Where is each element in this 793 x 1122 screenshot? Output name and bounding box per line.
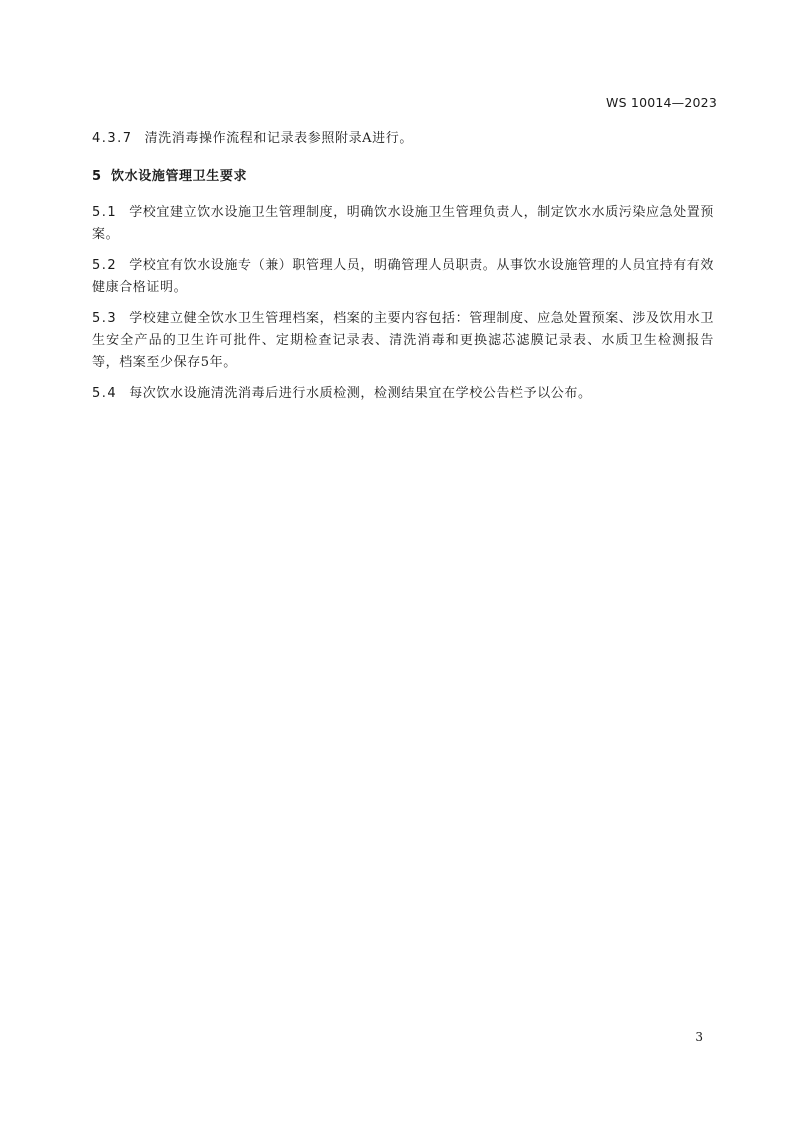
section-number: 5 xyxy=(92,169,102,184)
document-body xyxy=(92,128,714,414)
clause-5-3 xyxy=(92,308,714,374)
clause-number: 4.3.7 xyxy=(92,131,133,146)
clause-number: 5.1 xyxy=(92,205,118,220)
clause-5-1 xyxy=(92,202,714,246)
section-heading xyxy=(92,166,714,188)
clause-4-3-7 xyxy=(92,128,714,150)
clause-5-2 xyxy=(92,255,714,299)
clause-number: 5.2 xyxy=(92,258,118,273)
section-title: 饮水设施管理卫生要求 xyxy=(111,169,248,184)
clause-text: 清洗消毒操作流程和记录表参照附录A进行。 xyxy=(144,131,413,146)
clause-5-4 xyxy=(92,383,714,405)
page-number: 3 xyxy=(695,1030,703,1044)
clause-number: 5.3 xyxy=(92,311,118,326)
clause-text: 学校建立健全饮水卫生管理档案，档案的主要内容包括：管理制度、应急处置预案、涉及饮用水卫生安全产品的卫生许可批件、定期检查记录表、清洗消毒和更换滤芯滤膜记录表、水质卫生检测报告等，档案至少保存5年。 xyxy=(92,311,714,370)
clause-text: 每次饮水设施清洗消毒后进行水质检测，检测结果宜在学校公告栏予以公布。 xyxy=(129,386,592,401)
document-code: WS 10014—2023 xyxy=(606,95,717,110)
clause-text: 学校宜有饮水设施专（兼）职管理人员，明确管理人员职责。从事饮水设施管理的人员宜持有有效健康合格证明。 xyxy=(92,258,714,295)
clause-number: 5.4 xyxy=(92,386,118,401)
clause-text: 学校宜建立饮水设施卫生管理制度，明确饮水设施卫生管理负责人，制定饮水水质污染应急处置预案。 xyxy=(92,205,714,242)
